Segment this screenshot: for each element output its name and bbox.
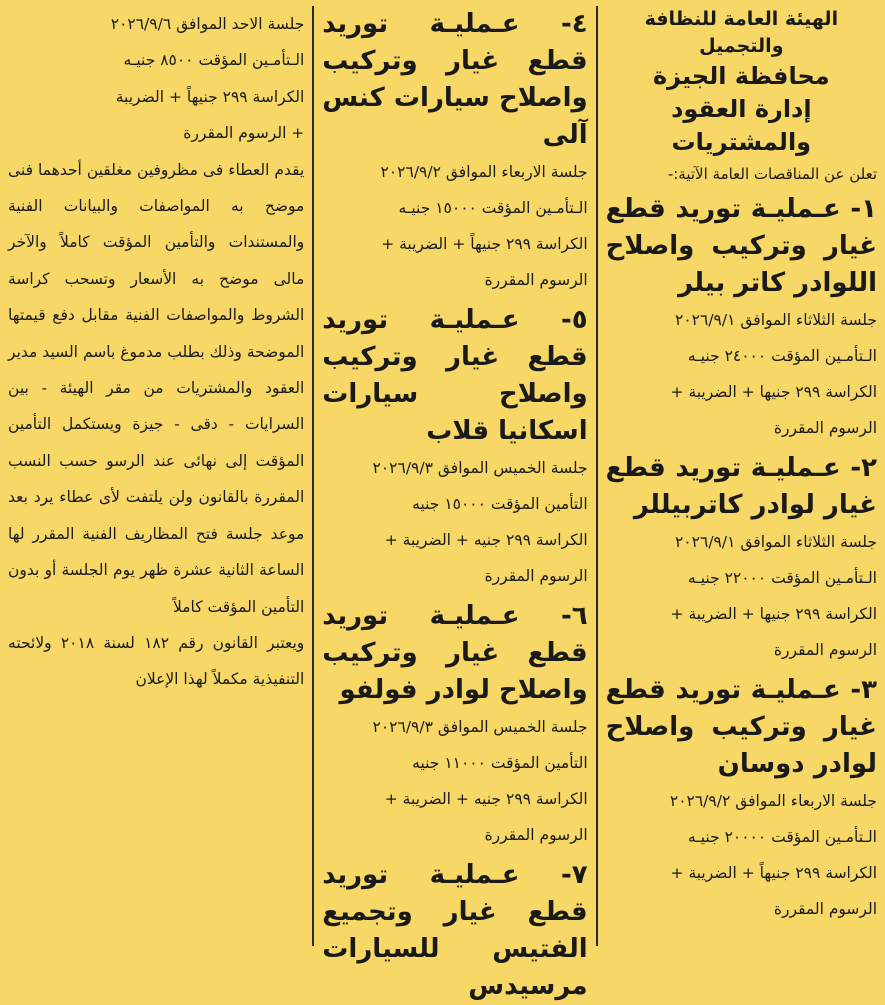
column-middle (314, 6, 595, 1001)
tender-insurance: التأمين المؤقت ١١٠٠٠ جنيه (412, 754, 588, 772)
tender-session: جلسة الخميس الموافق ٢٠٢٦/٩/٣ (372, 718, 588, 736)
tender-7-details (8, 6, 304, 152)
terms-paragraph: يقدم العطاء فى مظروفين مغلقين أحدهما فنى موضح به المواصفات والبيانات الفنية والمستندات والتأمين المؤقت كاملاً والآخر مالى موضح به الأسعار وتسحب كراسة الشروط والمواصفات الفنية مقابل دفع قيمتها الموضحة وذلك بطلب مدموغ باسم السيد مدير العقود والمشتريات من مقر الهيئة - بين السرايات - دقى - جيزة ويستكمل التأمين المؤقت إلى نهائى عند الرسو حسب النسب المقررة بالقانون ولن يلتفت لأى عطاء يرد بعد موعد جلسة فتح المظاريف الفنية المقرر لها الساعة الثانية عشرة ظهر يوم الجلسة أو بدون التأمين المؤقت كاملاً (8, 160, 305, 616)
tender-3 (606, 668, 877, 927)
tender-booklet: الكراسة ٢٩٩ جنيهاً + الضريبة + (381, 235, 588, 253)
tender-title: ٢- عـمليـة توريد قطع غيار لوادر كاتربيللر (605, 453, 877, 520)
intro-text: تعلن عن المناقصات العامة الآتية:- (667, 165, 877, 183)
tender-booklet: الكراسة ٢٩٩ جنيه + الضريبة + (384, 531, 588, 549)
tender-title: ٧- عـمليـة توريد قطع غيار وتجميع الفتيس للسيارات مرسيدس (322, 860, 588, 1001)
column-divider (596, 6, 598, 946)
governorate-name: محافظة الجيزة (653, 62, 830, 90)
tender-2 (606, 446, 877, 668)
tender-session: جلسة الثلاثاء الموافق ٢٠٢٦/٩/١ (675, 533, 877, 551)
tender-1 (606, 187, 877, 446)
tender-booklet: الكراسة ٢٩٩ جنيها + الضريبة + (670, 383, 877, 401)
tender-session: جلسة الاحد الموافق ٢٠٢٦/٩/٦ (110, 15, 305, 33)
tender-booklet: الكراسة ٢٩٩ جنيه + الضريبة + (384, 790, 588, 808)
tender-fees: الرسوم المقررة (484, 271, 588, 289)
column-divider (312, 6, 314, 946)
tender-insurance: الـتأمـين المؤقت ٨٥٠٠ جنيـه (123, 51, 305, 70)
law-paragraph: ويعتبر القانون رقم ١٨٢ لسنة ٢٠١٨ ولائحته التنفيذية مكملاً لهذا الإعلان (8, 633, 305, 689)
tender-session: جلسة الخميس الموافق ٢٠٢٦/٩/٣ (372, 459, 588, 477)
tender-booklet: الكراسة ٢٩٩ جنيهاً + الضريبة (115, 87, 305, 106)
tender-fees: الرسوم المقررة (773, 419, 877, 437)
tender-title: ٤- عـمليـة توريد قطع غيار وتركيب واصلاح سيارات كنس آلى (322, 9, 588, 150)
column-left (8, 6, 312, 948)
tender-insurance: الـتأمـين المؤقت ٢٤٠٠٠ جنيـه (687, 347, 877, 365)
column-right (598, 6, 877, 948)
tender-fees: الرسوم المقررة (484, 826, 588, 844)
tender-session: جلسة الثلاثاء الموافق ٢٠٢٦/٩/١ (675, 311, 877, 329)
tender-title: ٥- عـمليـة توريد قطع غيار وتركيب واصلاح سيارات اسكانيا قلاب (322, 305, 588, 446)
tender-fees: الرسوم المقررة (773, 900, 877, 918)
tender-fees: الرسوم المقررة (484, 567, 588, 585)
tender-title: ٣- عـمليـة توريد قطع غيار وتركيب واصلاح لوادر دوسان (605, 675, 877, 779)
tender-7 (322, 853, 587, 1005)
tender-insurance: الـتأمـين المؤقت ٢٢٠٠٠ جنيـه (687, 569, 877, 587)
tender-5 (322, 298, 587, 594)
org-name: الهيئة العامة للنظافة والتجميل (644, 8, 839, 57)
tender-4 (322, 6, 587, 298)
tender-booklet: الكراسة ٢٩٩ جنيها + الضريبة + (670, 605, 877, 623)
tender-session: جلسة الاربعاء الموافق ٢٠٢٦/٩/٢ (380, 163, 588, 181)
tender-fees: الرسوم المقررة (773, 641, 877, 659)
tender-booklet: الكراسة ٢٩٩ جنيهاً + الضريبة + (670, 864, 877, 882)
tender-title: ٦- عـمليـة توريد قطع غيار وتركيب واصلاح لوادر فولفو (322, 601, 588, 705)
tender-insurance: الـتأمـين المؤقت ١٥٠٠٠ جنيـه (398, 199, 588, 217)
tender-title: ١- عـمليـة توريد قطع غيار وتركيب واصلاح اللوادر كاتر بيلر (605, 194, 877, 298)
tender-insurance: التأمين المؤقت ١٥٠٠٠ جنيه (412, 495, 588, 513)
tender-fees: + الرسوم المقررة (183, 124, 305, 143)
tender-6 (322, 594, 587, 853)
tender-session: جلسة الاربعاء الموافق ٢٠٢٦/٩/٢ (669, 792, 877, 810)
tender-insurance: الـتأمـين المؤقت ٢٠٠٠٠ جنيـه (687, 828, 877, 846)
department-name: إدارة العقود والمشتريات (671, 95, 812, 156)
